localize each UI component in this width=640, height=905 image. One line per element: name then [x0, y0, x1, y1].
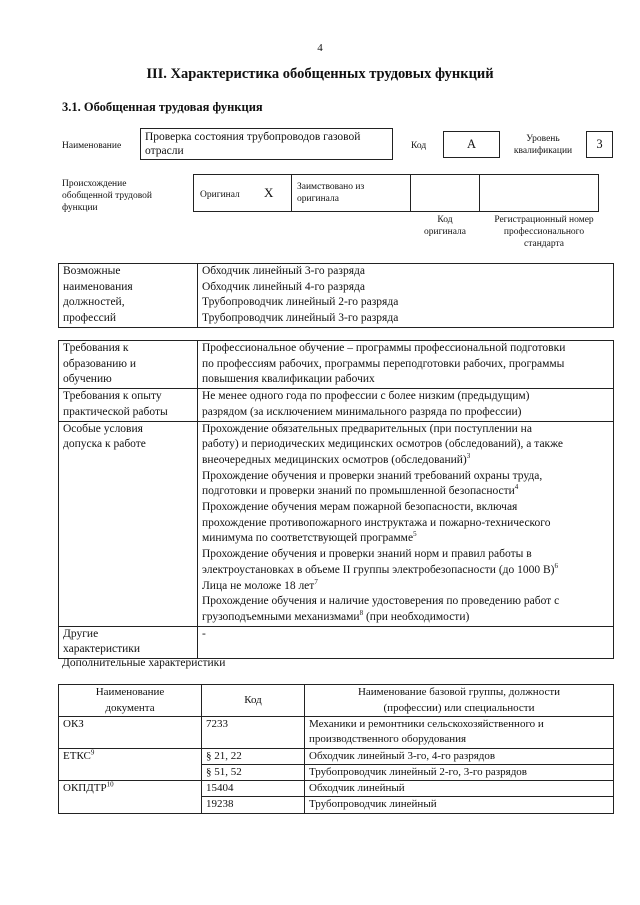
registration-line1: Регистрационный номер — [494, 215, 594, 225]
doc-okz: ОКЗ — [59, 717, 202, 749]
conditions-value — [198, 421, 614, 626]
code-okpdtr: 19238 — [202, 797, 305, 813]
header-group — [305, 685, 614, 717]
origin-label-line2: обобщенной трудовой — [62, 191, 152, 201]
experience-value — [198, 389, 614, 421]
experience-label — [59, 389, 198, 421]
conditions-row — [59, 421, 614, 626]
positions-list — [198, 264, 614, 328]
footnote-ref: 6 — [554, 562, 559, 571]
position-item: Обходчик линейный 3-го разряда — [202, 265, 365, 277]
header-document-line: документа — [105, 701, 155, 714]
doc-etks — [59, 748, 202, 781]
original-label: Оригинал — [200, 190, 240, 200]
other-label-line: Другие — [63, 627, 99, 640]
condition-line: прохождение противопожарного инструктажа и пожарно-технического — [202, 516, 551, 529]
page-number: 4 — [317, 42, 323, 54]
condition-text: грузоподъемными механизмами — [202, 610, 360, 623]
doc-okpdtr — [59, 781, 202, 814]
other-row — [59, 626, 614, 658]
other-label — [59, 626, 198, 658]
condition-line — [202, 610, 609, 626]
education-label-line: обучению — [63, 373, 112, 386]
code-okpdtr: 15404 — [202, 781, 305, 797]
footnote-ref: 10 — [106, 780, 114, 789]
borrowed-label-line1: Заимствовано из — [297, 182, 365, 192]
education-label — [59, 341, 198, 389]
group-etks: Обходчик линейный 3-го, 4-го разрядов — [305, 748, 614, 764]
education-label-line: образованию и — [63, 357, 136, 370]
original-mark: X — [264, 185, 274, 200]
header-document-line: Наименование — [95, 686, 165, 699]
condition-line: Прохождение обязательных предварительных (при поступлении на — [202, 422, 532, 435]
level-label-line1: Уровень — [526, 134, 560, 144]
education-label-line: Требования к — [63, 342, 129, 354]
experience-row — [59, 389, 614, 421]
code-etks: § 21, 22 — [202, 748, 305, 764]
doc-okpdtr-text: ОКПДТР — [63, 782, 107, 795]
positions-label — [59, 264, 198, 328]
table-row — [59, 717, 614, 749]
origin-box — [193, 174, 599, 212]
function-name-line2: отрасли — [145, 145, 184, 157]
group-okpdtr: Обходчик линейный — [305, 781, 614, 797]
registration-caption — [482, 214, 606, 250]
condition-line — [202, 484, 609, 500]
condition-text: подготовки и проверки знаний по промышленной безопасности — [202, 485, 515, 498]
condition-line: Прохождение обучения и проверки знаний норм и правил работы в — [202, 548, 532, 561]
code-label: Код — [411, 141, 427, 151]
condition-text: Лица не моложе 18 лет — [202, 579, 315, 592]
other-value: - — [198, 626, 614, 658]
position-item: Обходчик линейный 4-го разряда — [202, 280, 365, 293]
experience-label-line: Требования к опыту — [63, 390, 162, 403]
code-box — [443, 131, 500, 158]
conditions-label-line: допуска к работе — [63, 438, 146, 451]
group-etks: Трубопроводчик линейный 2-го, 3-го разрядов — [305, 764, 614, 780]
positions-label-line: профессий — [63, 312, 117, 325]
positions-label-line: Возможные — [63, 265, 121, 277]
footnote-ref: 9 — [90, 747, 95, 756]
positions-label-line: должностей, — [63, 296, 125, 309]
registration-line2: профессионального — [503, 227, 585, 237]
origin-label — [62, 178, 152, 214]
positions-label-line: наименования — [63, 280, 133, 293]
group-okpdtr: Трубопроводчик линейный — [305, 797, 614, 813]
conditions-label-line: Особые условия — [63, 422, 143, 435]
code-original-line1: Код — [437, 215, 453, 225]
header-group-line: (профессии) или специальности — [383, 701, 535, 714]
other-label-line: характеристики — [63, 643, 141, 656]
code-etks: § 51, 52 — [202, 764, 305, 780]
origin-label-line3: функции — [62, 203, 98, 213]
footnote-ref: 7 — [314, 577, 318, 586]
additional-title: Дополнительные характеристики — [62, 657, 226, 669]
positions-table — [58, 263, 614, 328]
level-label — [500, 133, 586, 157]
code-original-line2: оригинала — [424, 227, 466, 237]
experience-line: разрядом (за исключением минимального разряда по профессии) — [202, 405, 522, 418]
education-line: повышения квалификации рабочих — [202, 373, 375, 386]
group-okz — [305, 717, 614, 749]
condition-line: Прохождение обучения мерам пожарной безопасности, включая — [202, 501, 518, 514]
experience-label-line: практической работы — [63, 405, 168, 418]
condition-text: минимума по соответствующей программе — [202, 532, 414, 545]
condition-text: (при необходимости) — [363, 610, 470, 623]
header-code: Код — [202, 685, 305, 717]
education-line: Профессиональное обучение – программы профессиональной подготовки — [202, 342, 566, 354]
doc-etks-text: ЕТКС — [63, 749, 91, 762]
conditions-label — [59, 421, 198, 626]
name-label: Наименование — [62, 141, 122, 151]
footnote-ref: 5 — [413, 530, 417, 539]
header-document — [59, 685, 202, 717]
condition-line — [202, 453, 609, 469]
condition-text: внеочередных медицинских осмотров (обследований) — [202, 453, 467, 466]
group-okz-line: Механики и ремонтники сельскохозяйственного и — [309, 718, 544, 730]
condition-line: Прохождение обучения и проверки знаний требований охраны труда, — [202, 469, 543, 482]
origin-label-line1: Происхождение — [62, 179, 127, 189]
function-name-line1: Проверка состояния трубопроводов газовой — [145, 131, 361, 143]
subsection-title: 3.1. Обобщенная трудовая функция — [62, 100, 263, 114]
group-okz-line: производственного оборудования — [309, 733, 467, 746]
header-group-line: Наименование базовой группы, должности — [357, 686, 561, 699]
condition-text: электроустановках в объеме II группы электробезопасности (до 1000 В) — [202, 563, 555, 576]
position-item: Трубопроводчик линейный 2-го разряда — [202, 296, 399, 309]
education-line: по профессиям рабочих, программы переподготовки рабочих, программы — [202, 357, 565, 370]
footnote-ref: 4 — [514, 483, 519, 492]
condition-line — [202, 531, 609, 547]
additional-table — [58, 684, 614, 814]
code-original-caption — [410, 214, 480, 238]
table-row — [59, 781, 614, 797]
code-value: А — [466, 137, 477, 151]
condition-line: работу) и периодических медицинских осмотров (обследований), а также — [202, 438, 564, 451]
requirements-table — [58, 340, 614, 659]
condition-line — [202, 579, 609, 595]
section-title: III. Характеристика обобщенных трудовых функций — [146, 66, 494, 82]
level-box — [586, 131, 613, 158]
additional-header-row — [59, 685, 614, 717]
table-row — [59, 748, 614, 764]
condition-line — [202, 563, 609, 579]
function-name-box — [140, 128, 393, 160]
experience-line: Не менее одного года по профессии с более низким (предыдущим) — [202, 390, 530, 403]
borrowed-label — [297, 181, 364, 205]
level-value: 3 — [596, 137, 603, 151]
position-item: Трубопроводчик линейный 3-го разряда — [202, 312, 399, 325]
registration-line3: стандарта — [524, 239, 564, 249]
footnote-ref: 3 — [466, 452, 471, 461]
level-label-line2: квалификации — [513, 146, 573, 156]
code-okz: 7233 — [202, 717, 305, 749]
borrowed-label-line2: оригинала — [297, 194, 339, 204]
condition-line: Прохождение обучения и наличие удостоверения по проведению работ с — [202, 595, 560, 608]
education-value — [198, 341, 614, 389]
footnote-ref: 8 — [359, 609, 364, 618]
education-row — [59, 341, 614, 389]
